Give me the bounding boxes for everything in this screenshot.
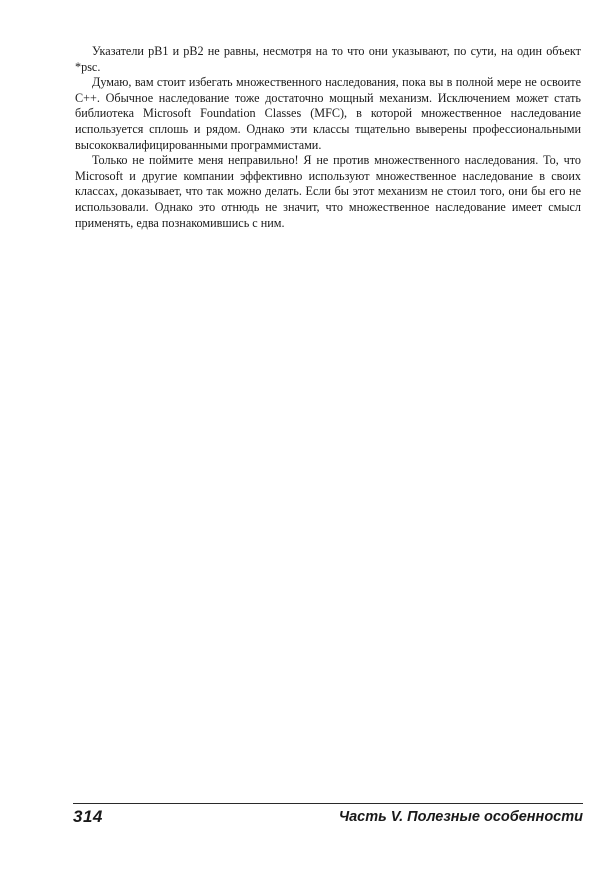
body-text — [75, 44, 581, 231]
page-footer — [73, 803, 583, 834]
page-number: 314 — [73, 807, 103, 826]
paragraph-2: Думаю, вам стоит избегать множественного наследования, пока вы в полной мере не освоите C++. Обычное наследование тоже достаточно мощный механизм. Исключением может стать библиотека Microsoft Foundation Classes (MFC), в которой множественное наследование используется сплошь и рядом. Однако эти классы тщательно выверены профессиональными высококвалифицированными программистами. — [75, 75, 581, 152]
paragraph-1: Указатели pB1 и pB2 не равны, несмотря на то что они указывают, по сути, на один объект *psc. — [75, 44, 581, 74]
running-footer-title: Часть V. Полезные особенности — [338, 809, 583, 825]
paragraph-3: Только не поймите меня неправильно! Я не против множественного наследования. То, что Microsoft и другие компании эффективно используют множественное наследование в своих классах, доказывает, что так можно делать. Если бы этот механизм не стоил того, они бы его не использовали. Однако это отнюдь не значит, что множественное наследование имеет смысл применять, едва познакомившись с ним. — [75, 153, 581, 230]
